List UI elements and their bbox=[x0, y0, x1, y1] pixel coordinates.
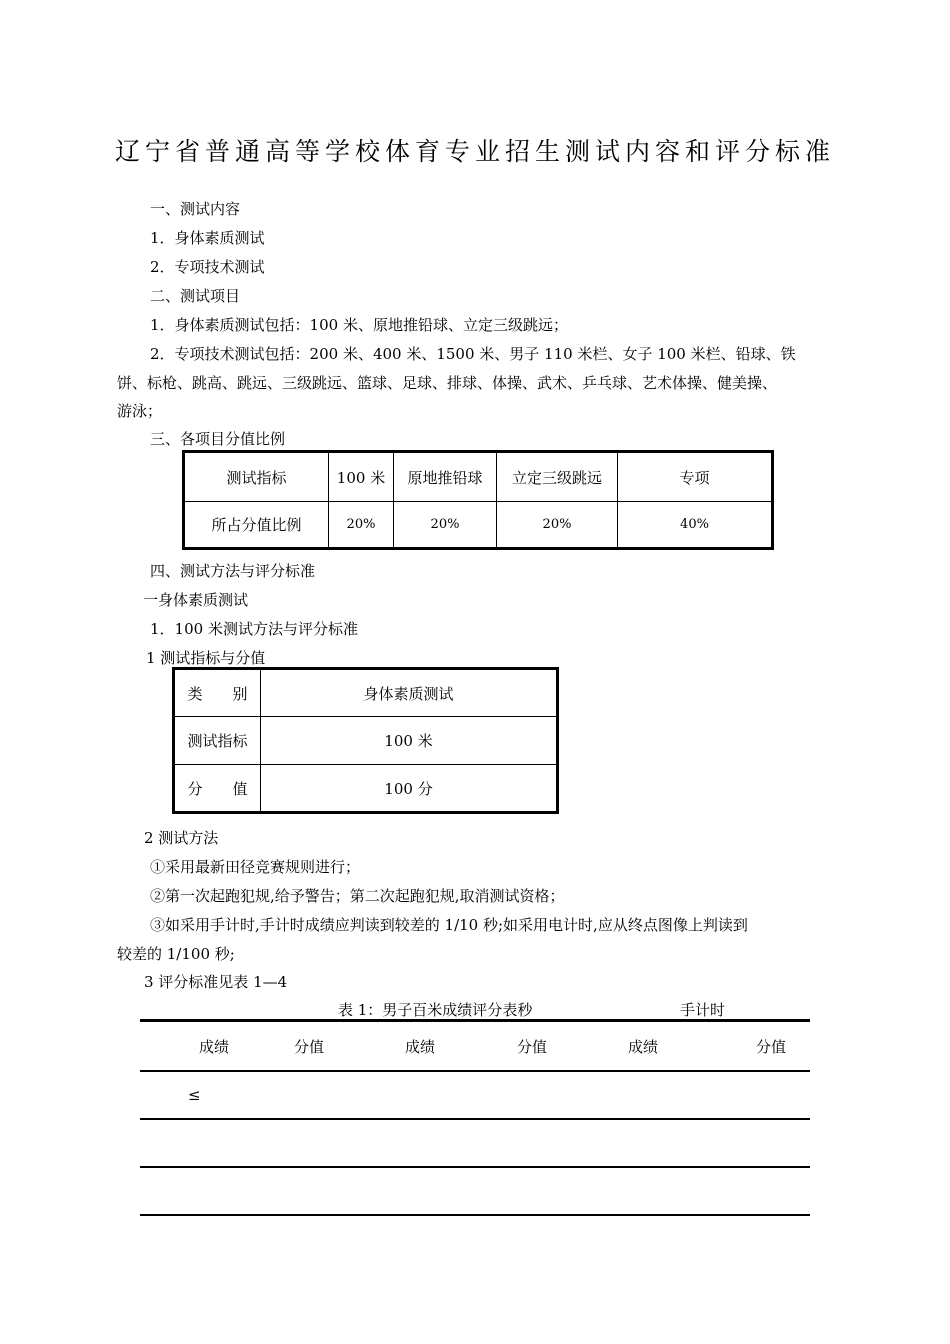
score-table bbox=[140, 1019, 810, 1216]
table-cell bbox=[510, 1119, 554, 1167]
subsection-heading: 一身体素质测试 bbox=[143, 591, 249, 609]
list-item: ②第一次起跑犯规,给予警告；第二次起跑犯规,取消测试资格； bbox=[150, 887, 565, 905]
list-item-continuation: 较差的 1/100 秒; bbox=[117, 945, 235, 963]
table-cell: 100 分 bbox=[261, 765, 558, 813]
table-cell bbox=[288, 1071, 330, 1119]
table-cell bbox=[554, 1167, 732, 1215]
score-ratio-table bbox=[182, 450, 774, 550]
table-cell: 20% bbox=[497, 502, 618, 549]
table-header-cell: 分值 bbox=[732, 1021, 810, 1072]
table-header-cell: 成绩 bbox=[330, 1021, 510, 1072]
table-cell bbox=[330, 1119, 510, 1167]
table-cell: ≤ bbox=[140, 1071, 288, 1119]
table-row bbox=[184, 452, 773, 502]
table-row bbox=[140, 1167, 810, 1215]
table-header-cell: 成绩 bbox=[554, 1021, 732, 1072]
table-cell bbox=[510, 1167, 554, 1215]
table-header-cell: 成绩 bbox=[140, 1021, 288, 1072]
table-cell: 20% bbox=[394, 502, 497, 549]
table-row bbox=[174, 669, 558, 717]
table-timing-note: 手计时 bbox=[680, 1001, 726, 1019]
subsection-heading: 2 测试方法 bbox=[144, 829, 219, 847]
table-cell bbox=[554, 1119, 732, 1167]
table-cell bbox=[140, 1167, 288, 1215]
table-label-cell: 类 别 bbox=[174, 669, 261, 717]
table-header-cell: 原地推铅球 bbox=[394, 452, 497, 502]
table-cell bbox=[330, 1071, 510, 1119]
list-item: 2．专项技术测试包括：200 米、400 米、1500 米、男子 110 米栏、女子 100 米栏、铅球、铁 bbox=[150, 345, 796, 363]
table-row bbox=[184, 502, 773, 549]
section-heading-test-items: 二、测试项目 bbox=[150, 287, 241, 305]
subsection-heading: 1．100 米测试方法与评分标准 bbox=[150, 620, 358, 638]
list-item: ③如采用手计时,手计时成绩应判读到较差的 1/10 秒;如采用电计时,应从终点图像上判读到 bbox=[150, 916, 748, 934]
table-row bbox=[140, 1071, 810, 1119]
table-cell: 身体素质测试 bbox=[261, 669, 558, 717]
subsection-heading: 1 测试指标与分值 bbox=[146, 649, 266, 667]
list-item-continuation: 饼、标枪、跳高、跳远、三级跳远、篮球、足球、排球、体操、武术、乒乓球、艺术体操、健美操、 bbox=[117, 374, 778, 392]
table-header-row bbox=[140, 1021, 810, 1072]
section-heading-methods: 四、测试方法与评分标准 bbox=[150, 562, 316, 580]
table-label-cell: 测试指标 bbox=[174, 717, 261, 765]
table-cell bbox=[140, 1119, 288, 1167]
table-cell bbox=[732, 1119, 810, 1167]
subsection-heading: 3 评分标准见表 1—4 bbox=[144, 973, 288, 991]
table-header-cell: 专项 bbox=[618, 452, 773, 502]
table-label-cell: 分 值 bbox=[174, 765, 261, 813]
table-cell bbox=[330, 1167, 510, 1215]
section-heading-score-ratio: 三、各项目分值比例 bbox=[150, 430, 286, 448]
list-item: 1．身体素质测试 bbox=[150, 229, 265, 247]
list-item: 1．身体素质测试包括：100 米、原地推铅球、立定三级跳远； bbox=[150, 316, 568, 334]
table-row bbox=[174, 717, 558, 765]
table-row bbox=[174, 765, 558, 813]
table-header-cell: 分值 bbox=[510, 1021, 554, 1072]
table-cell: 所占分值比例 bbox=[184, 502, 329, 549]
table-cell bbox=[288, 1167, 330, 1215]
table-cell bbox=[732, 1071, 810, 1119]
list-item: ①采用最新田径竞赛规则进行； bbox=[150, 858, 361, 876]
table-header-cell: 测试指标 bbox=[184, 452, 329, 502]
table-cell: 40% bbox=[618, 502, 773, 549]
table-cell bbox=[510, 1071, 554, 1119]
table-cell bbox=[732, 1167, 810, 1215]
index-score-table bbox=[172, 667, 559, 814]
table-cell bbox=[288, 1119, 330, 1167]
table-cell bbox=[554, 1071, 732, 1119]
table-caption: 表 1：男子百米成绩评分表秒 bbox=[338, 1001, 533, 1019]
section-heading-test-content: 一、测试内容 bbox=[150, 200, 241, 218]
table-row bbox=[140, 1119, 810, 1167]
page-title: 辽宁省普通高等学校体育专业招生测试内容和评分标准 bbox=[114, 137, 835, 166]
table-cell: 100 米 bbox=[261, 717, 558, 765]
table-header-cell: 立定三级跳远 bbox=[497, 452, 618, 502]
list-item-continuation: 游泳； bbox=[117, 402, 163, 420]
table-header-cell: 100 米 bbox=[329, 452, 394, 502]
table-header-cell: 分值 bbox=[288, 1021, 330, 1072]
table-cell: 20% bbox=[329, 502, 394, 549]
list-item: 2．专项技术测试 bbox=[150, 258, 265, 276]
